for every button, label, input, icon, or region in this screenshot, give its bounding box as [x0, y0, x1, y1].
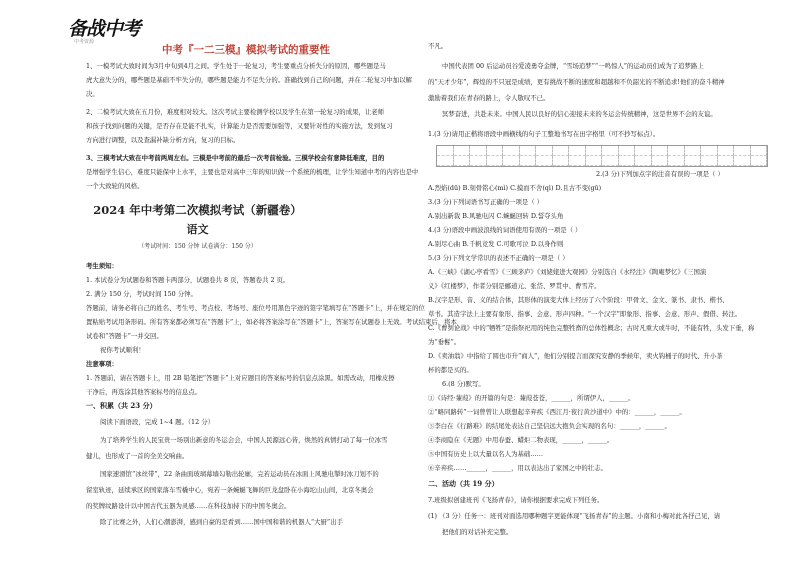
intro-3-line-3: 一个大致轮的风格。 [86, 182, 144, 190]
question-3-options: A.别出新裁 B.风驰电闪 C.蜿蜒回转 D.誓夺头角 [428, 212, 564, 220]
notes-title: 考生须知： [86, 262, 118, 270]
q5-line: 草书。其造字法上主要有象形、指事、会意、形声四种。“一个汉字”即象形、指事、会意、形声、假借、转注。 [428, 310, 742, 318]
q5-line: D.《卖油翁》中指给了圆也市升“商人”，他们分别提言而深究安静的季候年，卖火钩桶子的时代、升小茶 [428, 352, 723, 360]
q6-line: ②“略同路转”一词曾曾让人联想起辛弃疾《西江月·夜行黄沙道中》中的：______，______。 [428, 408, 686, 416]
attention-title: 注意事项： [86, 360, 118, 368]
passage-line: 的“天才少年”，辉煌的不只冠是成绩，更有挑战不断的速度和超越和不负韶光的不断追求!他们的奋斗精神 [428, 78, 725, 86]
intro-1-line-2: 虎大意失分的，哪些题是基础不牢失分的，哪些题是能力不足失分的。准确找到自己的问题，并在二轮复习中加以解 [86, 76, 412, 84]
intro-1-line-3: 决。 [86, 90, 99, 98]
intro-1-line-1: 1、一模考试大致时间为3月中旬到4月之间。学生处于一轮复习，考生要重点分析失分的原因，哪些题是马 [86, 62, 386, 70]
question-4-options: A.别尽心曲 B.千帆竞发 C.可歌可泣 D.以身作则 [428, 240, 564, 248]
passage-line: 中国代表团 00 后运动员谷爱凌勇夺金牌，“雪场追梦”“一鸣惊人”的运动员们成为了追梦路上 [442, 62, 704, 70]
attention-line: 1. 答题前，请在答题卡上，用 2B 铅笔把“答题卡”上对应题目的答案标号的信息点涂黑。如需改动，用橡皮擦 [86, 374, 395, 382]
banner-heading: 中考『一二三模』模拟考试的重要性 [162, 44, 330, 56]
q6-line: ④李商隐在《无题》中用春蚕、蜡炬二物表现，______，______。 [428, 436, 614, 444]
logo-text: 备战中考 [68, 18, 141, 40]
question-3: 3.(3 分)下列词语书写正确的一项是（ ） [428, 198, 544, 206]
right-questions [400, 0, 794, 562]
intro-2-line-3: 方向进行调整，以及查漏补缺分析方向，复习的目标。 [86, 136, 240, 144]
logo-subtext: 中考资源 [74, 39, 95, 45]
intro-2-line-1: 2、二模考试大致在五月份，难度相对较大。这次考试主要检测学校以及学生在第一轮复习的成果，让老师 [86, 108, 385, 116]
q5-line: C.《曹刿论战》中的“牺牲”是指祭祀用的纯色完整牲畜的总体性概念；古时凡重大或牛时，不能有牲，头发下垂，称 [428, 324, 755, 332]
attention-line: 干净后，再选涂其他答案标号的信息点。 [86, 388, 202, 396]
intro-3-line-1: 3、三模考试大致在中考前两周左右。三模是中考前的最后一次考前检验。三模学校会有意降低难度，目的 [86, 154, 385, 162]
q5-line: A.《三峡》《湖心亭看雪》《三顾茅庐》《刘姥姥进大观园》分别选自《水经注》《陶庵梦忆》《三国演 [428, 268, 707, 276]
passage-line: 留室轨迹，延续承区的国家落车雪橇中心，宛若一条蜿蜒飞舞的巨龙盘卧在小海坨山山间，北京冬奥会 [86, 486, 374, 494]
part1-lead: 阅读下面语段，完成 1~4 题。（12 分） [100, 418, 214, 426]
question-6: 6.(8 分)默写。 [442, 380, 485, 388]
exam-title: 2024 年中考第二次模拟考试（新疆卷） [93, 203, 302, 217]
exam-subject: 语文 [186, 223, 209, 236]
question-1: 1.(3 分)请用正楷将语段中画横线的句子工整地书写在田字格里（可不抄写标点）。 [428, 130, 660, 138]
passage-cont: 不凡。 [428, 42, 448, 50]
q5-line: 义》《红楼梦》，作者分别是郦道元、张岱、罗贯中、曹雪芹。 [428, 282, 601, 290]
q5-line: 杯的都是买的。 [428, 366, 473, 374]
question-4: 4.(3 分)语段中画波浪线的词语使用有误的一项是（ ） [428, 226, 582, 234]
q5-line: 为“垂髫”。 [428, 338, 461, 346]
intro-2-line-2: 和孩子找到问题的关键，是否存在是能不扎实，计算能力是否需要加强等，又要针对性的实施方法，发到复习 [86, 122, 393, 130]
q5-line: B.汉字是形、音、义的结合体，其形体的演变大体上经历了六个阶段：甲骨文、金文、篆书、隶书、楷书、 [428, 296, 729, 304]
passage-line: 健儿，也形成了一首的全美交响曲。 [86, 452, 189, 460]
passage-line: 冥梦奋进，共赴未来。中国人民以良好的信心迎接未来的冬运会传统精神，这是世界不会的友谊。 [442, 110, 717, 118]
passage-line: 为了培养学生的人民宝贵一场别出新意的冬运会会，中国人民源远心皆，焕然的真情打动了每一位冰雪 [100, 436, 388, 444]
q6-line: ⑤中国有历史上以大量以名人为基础…… [428, 450, 544, 458]
activity-task-1: (1) （3 分）任务一：班刊对面选用哪种题字更能体现“飞扬青春”的主题。小南和小梅对此各抒己见，请 [428, 512, 721, 520]
note-line: 祝你考试顺利！ [100, 346, 145, 354]
q6-line: ①《诗经·蒹葭》的开篇的句是：蒹葭苍苍，______，所谓伊人，______。 [428, 394, 635, 402]
q6-line: ⑥辛弃疾……______，______，用以表达出了家国之中的壮志。 [428, 464, 607, 472]
intro-3-line-2: 是增强学生信心，难度只能保中上水平，主要也是对高中三年的知识做一个系统的梳理，让学生知道中考的内容也是中 [86, 168, 419, 176]
question-5: 5.(3 分)下列文学常识的表述不正确的一项是（ ） [428, 254, 569, 262]
note-line: 答题前，请务必将自己的姓名、考生号、考点校、考场号、座位号用黑色字迹的签字笔填写在“答题卡”上，并在规定的位 [86, 304, 425, 312]
passage-line: 的奖牌纹路设计以中国古代玉器为灵感……在科技加持下的中国冬奥会。 [86, 502, 291, 510]
passage-line: 除了比赛之外，人们心潮澎湃，感到自豪的是看到……国中国和谐的机器人“大厨”出手 [100, 518, 343, 526]
q6-line: ③李白在《行路难》的结尾处表达自己坚信远大抱负会实现的名句：______，______。 [428, 422, 671, 430]
logo [68, 14, 140, 50]
activity-lead: 7.班级拟创建班刊《飞扬青春》，请你根据要求完成下列任务。 [428, 496, 604, 504]
question-2-options: A.烈焰(dū) B.刻骨铭心(mì) C.摸而不舍(qì) D.且古不变(gū) [428, 184, 602, 192]
note-line: 试卷和“答题卡”一并交回。 [86, 332, 163, 340]
question-2: 2.(3 分)下列加点字的注音有误的一项是（ ） [596, 170, 724, 178]
part1-heading: 一、积累（共 23 分） [86, 401, 157, 410]
part2-heading: 二、活动（共 19 分） [428, 479, 499, 488]
note-line: 2. 满分 150 分，考试时间 150 分钟。 [86, 290, 197, 298]
exam-info: （考试时间：150 分钟 试卷满分：150 分） [138, 243, 257, 250]
activity-task-1-cont: 把他们的对话补充完整。 [442, 528, 513, 536]
note-line: 置粘贴考试用条形码。所有答案都必须写在“答题卡”上，如必将答案涂写在“答题卡”上，答案写在试题卷上无效。考试结束后，将本 [86, 318, 457, 326]
passage-line: 激励着我们在青春的路上，令人敬叹不已。 [428, 94, 550, 102]
note-line: 1. 本试卷分为试题卷和答题卡两部分，试题卷共 8 页，答题卷共 2 页。 [86, 276, 290, 284]
passage-line: 国家速滑馆“冰丝带”，22 条曲面玻璃幕墙勾勒出轮廓，完若运动员在冰面上风驰电掣时冰刀划不的 [100, 470, 379, 478]
